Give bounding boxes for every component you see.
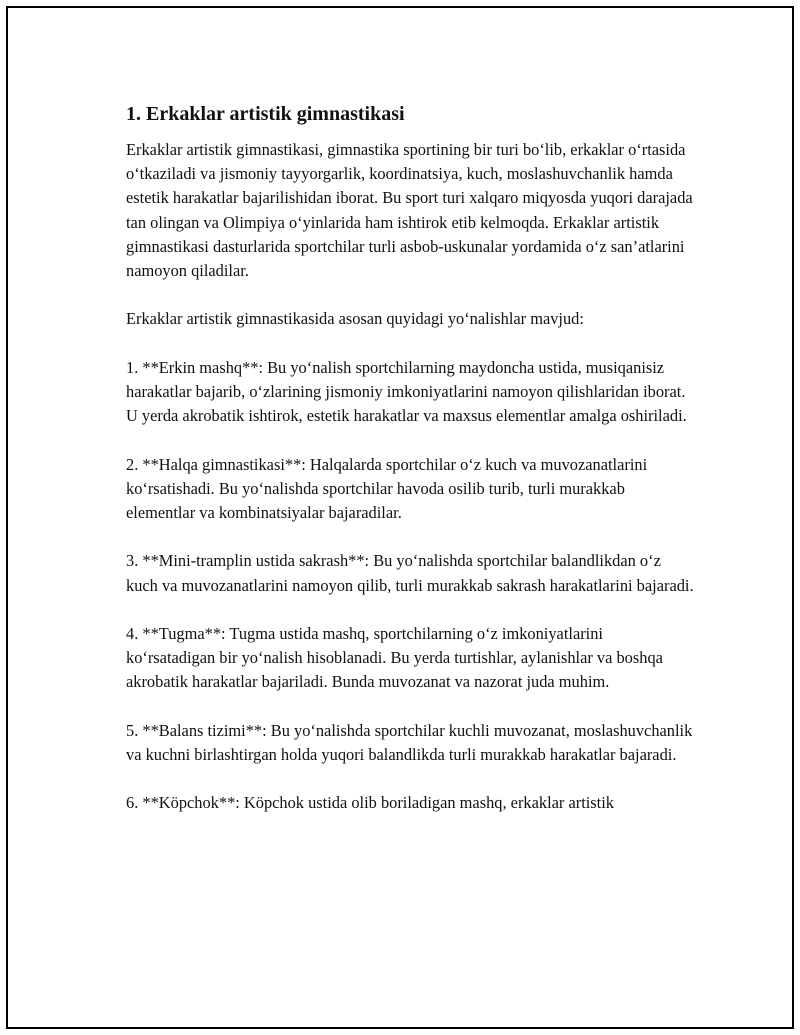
list-item-mini-tramplin: 3. **Mini-tramplin ustida sakrash**: Bu yo‘nalishda sportchilar balandlikdan o‘z kuch va muvozanatlarini namoyon qilib, turli murakkab sakrash harakatlarini bajaradi. <box>126 551 694 595</box>
list-item-erkin-mashq: 1. **Erkin mashq**: Bu yo‘nalish sportchilarning maydoncha ustida, musiqanisiz harakatlar bajarib, o‘zlarining jismoniy imkoniyatlarini namoyon qilishlaridan iborat. U yerda akrobatik ishtirok, estetik harakatlar va maxsus elementlar amalga oshiriladi. <box>126 357 687 426</box>
list-intro-paragraph: Erkaklar artistik gimnastikasida asosan quyidagi yo‘nalishlar mavjud: <box>126 309 584 329</box>
section-heading: 1. Erkaklar artistik gimnastikasi <box>126 103 405 125</box>
document-body <box>126 102 696 840</box>
list-item-tugma: 4. **Tugma**: Tugma ustida mashq, sportchilarning o‘z imkoniyatlarini ko‘rsatadigan bir yo‘nalish hisoblanadi. Bu yerda turtishlar, aylanishlar va boshqa akrobatik harakatlar bajariladi. Bunda muvozanat va nazorat juda muhim. <box>126 623 663 692</box>
list-item-balans-tizimi: 5. **Balans tizimi**: Bu yo‘nalishda sportchilar kuchli muvozanat, moslashuvchanlik va kuchni birlashtirgan holda yuqori balandlikda turli murakkab harakatlar bajaradi. <box>126 720 693 764</box>
list-item-halqa-gimnastikasi: 2. **Halqa gimnastikasi**: Halqalarda sportchilar o‘z kuch va muvozanatlarini ko‘rsatishadi. Bu yo‘nalishda sportchilar havoda osilib turib, turli murakkab elementlar va kombinatsiyalar bajaradilar. <box>126 454 648 522</box>
page-frame <box>6 6 794 1029</box>
list-item-kopchok: 6. **Köpchok**: Köpchok ustida olib boriladigan mashq, erkaklar artistik <box>126 793 614 813</box>
intro-paragraph: Erkaklar artistik gimnastikasi, gimnastika sportining bir turi bo‘lib, erkaklar o‘rtasida o‘tkaziladi va jismoniy tayyorgarlik, koordinatsiya, kuch, moslashuvchanlik hamda estetik harakatlar bajarilishidan iborat. Bu sport turi xalqaro miqyosda yuqori darajada tan olingan va Olimpiya o‘yinlarida ham ishtirok etib kelmoqda. Erkaklar artistik gimnastikasi dasturlarida sportchilar turli asbob-uskunalar yordamida o‘z san’atlarini namoyon qiladilar. <box>126 140 693 281</box>
